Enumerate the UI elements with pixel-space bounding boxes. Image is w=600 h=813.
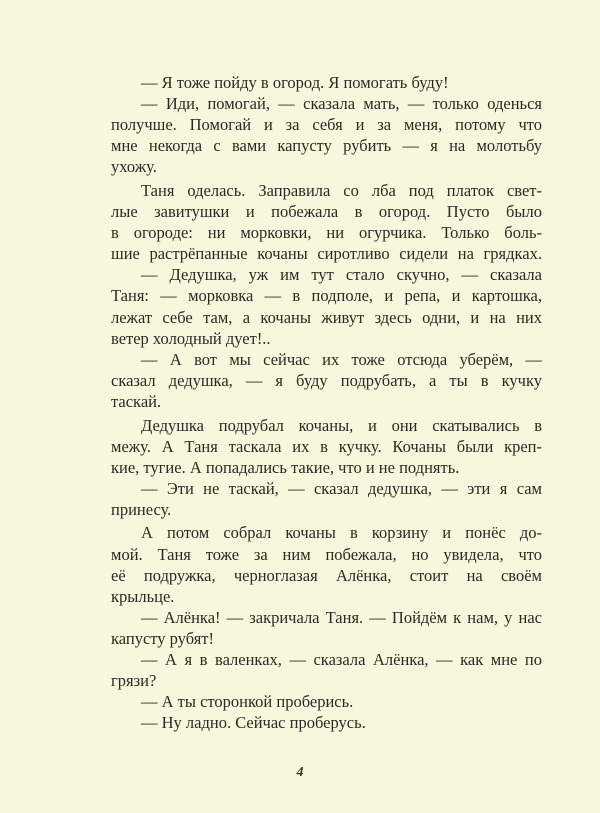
text-line: её подружка, черноглазая Алёнка, стоит на своём xyxy=(111,565,542,585)
text-line: — Я тоже пойду в огород. Я помогать буду! xyxy=(141,73,449,92)
text-line: — А ты сторонкой проберись. xyxy=(141,692,354,712)
page-number: 4 xyxy=(296,765,304,780)
page-text xyxy=(111,72,542,733)
text-line: А потом собрал кочаны в корзину и понёс до- xyxy=(141,523,542,543)
text-line: ветер холодный дует!.. xyxy=(111,328,271,348)
text-line: кие, тугие. А попадались такие, что и не поднять. xyxy=(111,457,460,477)
text-line: — А я в валенках, — сказала Алёнка, — как мне по xyxy=(141,650,542,670)
text-line: принесу. xyxy=(111,499,172,519)
text-line: грязи? xyxy=(111,671,157,691)
text-line: — А вот мы сейчас их тоже отсюда уберём, — xyxy=(141,349,542,369)
text-line: таскай. xyxy=(111,391,162,411)
text-line: — Дедушка, уж им тут стало скучно, — сказала xyxy=(141,265,542,285)
text-line: лые завитушки и побежала в огород. Пусто было xyxy=(111,202,542,222)
text-line: — Ну ладно. Сейчас проберусь. xyxy=(141,713,366,733)
text-line: в огороде: ни морковки, ни огурчика. Только боль- xyxy=(111,223,542,243)
text-line: Дедушка подрубал кочаны, и они скатывались в xyxy=(141,415,542,435)
text-line: Таня оделась. Заправила со лба под платок свет- xyxy=(141,180,542,200)
text-line: Таня: — морковка — в подполе, и репа, и картошка, xyxy=(111,286,542,306)
text-line: — Алёнка! — закричала Таня. — Пойдём к нам, у нас xyxy=(141,607,542,627)
text-line: крыльце. xyxy=(111,586,175,606)
text-line: межу. А Таня таскала их в кучку. Кочаны были креп- xyxy=(111,436,542,456)
text-line: — Эти не таскай, — сказал дедушка, — эти я сам xyxy=(141,478,542,498)
text-line: капусту рубят! xyxy=(111,628,214,648)
text-line: — Иди, помогай, — сказала мать, — только оденься xyxy=(141,94,542,114)
text-line: мне некогда с вами капусту рубить — я на молотьбу xyxy=(111,136,542,156)
text-line: сказал дедушка, — я буду подрубать, а ты в кучку xyxy=(111,370,542,390)
text-line: ухожу. xyxy=(111,157,157,177)
text-line: получше. Помогай и за себя и за меня, потому что xyxy=(111,115,542,135)
text-line: мой. Таня тоже за ним побежала, но увидела, что xyxy=(111,544,542,564)
text-line: лежат себе там, а кочаны живут здесь одни, и на них xyxy=(111,307,542,327)
text-line: шие растрёпанные кочаны сиротливо сидели на грядках. xyxy=(111,244,542,264)
